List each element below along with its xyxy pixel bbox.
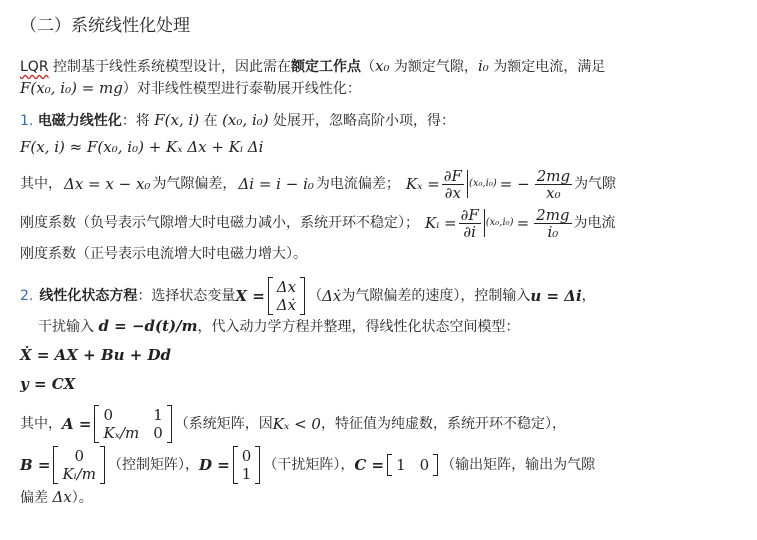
matrix-b-row-2: [62, 465, 96, 483]
kx-equals: = −: [499, 175, 530, 193]
item-1-text-2: 在: [199, 113, 223, 129]
intro-text-5: ）对非线性模型进行泰勒展开线性化：: [122, 81, 361, 97]
matrix-d: [233, 446, 261, 484]
matrix-a-row-1: [103, 406, 162, 424]
linearized-force-equation: [20, 137, 263, 158]
kx-partial-fraction: [442, 168, 464, 201]
state-vector-matrix: [268, 277, 305, 315]
matrix-c-text: （输出矩阵，输出为气隙: [441, 457, 596, 473]
last-line: [20, 487, 93, 508]
ki-symbol: Kᵢ =: [425, 214, 457, 232]
state-dx: Δx: [276, 278, 297, 296]
item-2-title: 线性化状态方程: [39, 288, 138, 304]
a22: 0: [153, 424, 163, 442]
ki-value-fraction: [534, 207, 571, 240]
a21: Kₓ/m: [103, 424, 140, 442]
item-2-text-5: 干扰输入: [38, 319, 99, 335]
intro-i0: i₀: [477, 57, 489, 75]
matrix-a: [94, 405, 171, 443]
where2-text-1: 刚度系数（负号表示气隙增大时电磁力减小，系统开环不稳定）；: [20, 215, 419, 231]
state-equation: [20, 345, 171, 366]
matrix-bdc-line: [20, 443, 595, 487]
item-1-text-1: ：将: [121, 113, 155, 129]
right-bracket: [255, 446, 260, 484]
where1-dx-def: Δx = x − x₀: [64, 175, 151, 193]
matrix-a-text-2: （系统矩阵，因: [174, 416, 273, 432]
item-2-text-1: ：选择状态变量: [137, 288, 236, 304]
item-2-line: [20, 274, 596, 318]
matrix-a-text-3: ，特征值为纯虚数，系统开环不稳定），: [320, 416, 566, 432]
where1-text-2: 为气隙偏差，: [152, 176, 237, 192]
b2: Kᵢ/m: [62, 465, 96, 483]
where2-text-2: 为电流: [573, 215, 616, 231]
where1-text-4: 为气隙: [574, 176, 617, 192]
eval-bar: [484, 209, 485, 237]
matrix-c-row: [396, 456, 429, 474]
ki-value-den: i₀: [547, 222, 559, 241]
state-dxdot: Δẋ: [276, 296, 297, 314]
matrix-b-cells: [58, 446, 100, 484]
matrix-c: [387, 454, 438, 476]
matrix-c-cells: [392, 454, 433, 476]
state-vector-symbol: X =: [235, 287, 265, 305]
d2: 1: [241, 465, 252, 483]
b1: 0: [74, 447, 84, 465]
matrix-a-cells: [99, 405, 166, 443]
intro-text-4: 为额定电流，满足: [488, 59, 606, 75]
ki-eval-point: (x₀,i₀): [485, 217, 514, 228]
kx-value-den: x₀: [546, 183, 561, 202]
state-vector-row-1: [277, 278, 296, 296]
ki-equals: =: [516, 214, 530, 232]
matrix-b-symbol: B =: [20, 456, 51, 474]
matrix-d-cells: [238, 446, 256, 484]
disturbance-def: d = −d(t)/m: [98, 317, 198, 335]
a12: 1: [153, 406, 163, 424]
matrix-a-condition: Kₓ < 0: [272, 415, 321, 433]
where1-text-3: 为电流偏差；: [315, 176, 400, 192]
output-equation: [20, 374, 75, 395]
c2: 0: [419, 456, 430, 474]
kx-symbol: Kₓ =: [405, 175, 440, 193]
kx-value-num: 2mg: [536, 166, 571, 185]
matrix-c-symbol: C =: [354, 456, 385, 474]
kx-den: ∂x: [444, 183, 461, 202]
state-vector-row-2: [277, 296, 296, 314]
where1-di-def: Δi = i − i₀: [238, 175, 314, 193]
last-text-2: ）。: [71, 490, 93, 506]
right-bracket: [167, 405, 172, 443]
kx-value-fraction: [535, 168, 572, 201]
section-heading: （二）系统线性化处理: [20, 16, 190, 36]
intro-text-1: 控制基于线性系统模型设计，因此需在: [48, 59, 291, 75]
item-1-title: 电磁力线性化: [37, 113, 122, 129]
last-text-1: 偏差: [20, 490, 53, 506]
where-line-1: [20, 164, 616, 204]
where-line-3: 刚度系数（正号表示电流增大时电磁力增大）。: [20, 246, 307, 262]
item-2-text-3: 为气隙偏差的速度），控制输入: [341, 288, 531, 304]
state-eq: Ẋ = AX + Bu + Dd: [20, 346, 172, 364]
state-vector-cells: [273, 277, 300, 315]
right-bracket: [433, 454, 438, 476]
item-2-line-2: [38, 316, 519, 337]
kx-num: ∂F: [443, 166, 462, 185]
matrix-b: [53, 446, 105, 484]
ki-value-num: 2mg: [536, 205, 570, 224]
item-2-text-6: ，代入动力学方程并整理，得线性化状态空间模型：: [197, 319, 520, 335]
matrix-d-text: （干扰矩阵），: [263, 457, 355, 473]
matrix-a-line: [20, 402, 566, 446]
intro-x0: x₀: [375, 57, 390, 75]
where1-text-1: 其中，: [20, 176, 62, 192]
intro-line-1: [20, 56, 605, 77]
item-1-text-3: 处展开，忽略高阶小项，得：: [268, 113, 456, 129]
control-input-def: u = Δi: [530, 287, 582, 305]
item-1-number: 1.: [20, 113, 34, 129]
lqr-term: LQR: [20, 59, 49, 75]
matrix-a-row-2: [103, 424, 162, 442]
matrix-b-row-1: [62, 447, 96, 465]
eval-bar: [467, 170, 468, 198]
item-2-text-2: （: [308, 288, 323, 304]
right-bracket: [300, 277, 305, 315]
d1: 0: [241, 447, 252, 465]
intro-line-2: [20, 78, 361, 99]
right-bracket: [100, 446, 105, 484]
intro-equilibrium-eq: F(x₀, i₀) = mg: [20, 79, 123, 97]
matrix-d-row-2: [242, 465, 252, 483]
matrix-a-text-1: 其中，: [20, 416, 62, 432]
matrix-a-symbol: A =: [62, 415, 92, 433]
intro-text-2: （: [361, 59, 375, 75]
intro-bold-term: 额定工作点: [291, 59, 361, 75]
matrix-d-row-1: [242, 447, 252, 465]
matrix-b-text: （控制矩阵），: [107, 457, 199, 473]
item-1-point: (x₀, i₀): [222, 111, 269, 129]
kx-eval-point: (x₀,i₀): [468, 178, 497, 189]
where-line-2: [20, 203, 616, 243]
a11: 0: [103, 406, 113, 424]
item-1-fxi: F(x, i): [154, 111, 200, 129]
output-eq: y = CX: [20, 375, 76, 393]
ki-num: ∂F: [460, 205, 479, 224]
item-2-number: 2.: [20, 288, 34, 304]
item-1-line: [20, 110, 455, 131]
ki-partial-fraction: [459, 207, 481, 240]
item-2-text-4: ，: [581, 288, 596, 304]
ki-den: ∂i: [463, 222, 476, 241]
c1: 1: [396, 456, 406, 474]
last-dx: Δx: [52, 488, 72, 506]
item-2-dxdot: Δẋ: [322, 287, 342, 305]
intro-text-3: 为额定气隙，: [389, 59, 478, 75]
matrix-d-symbol: D =: [198, 456, 230, 474]
force-equation: F(x, i) ≈ F(x₀, i₀) + Kₓ Δx + Kᵢ Δi: [20, 138, 264, 156]
